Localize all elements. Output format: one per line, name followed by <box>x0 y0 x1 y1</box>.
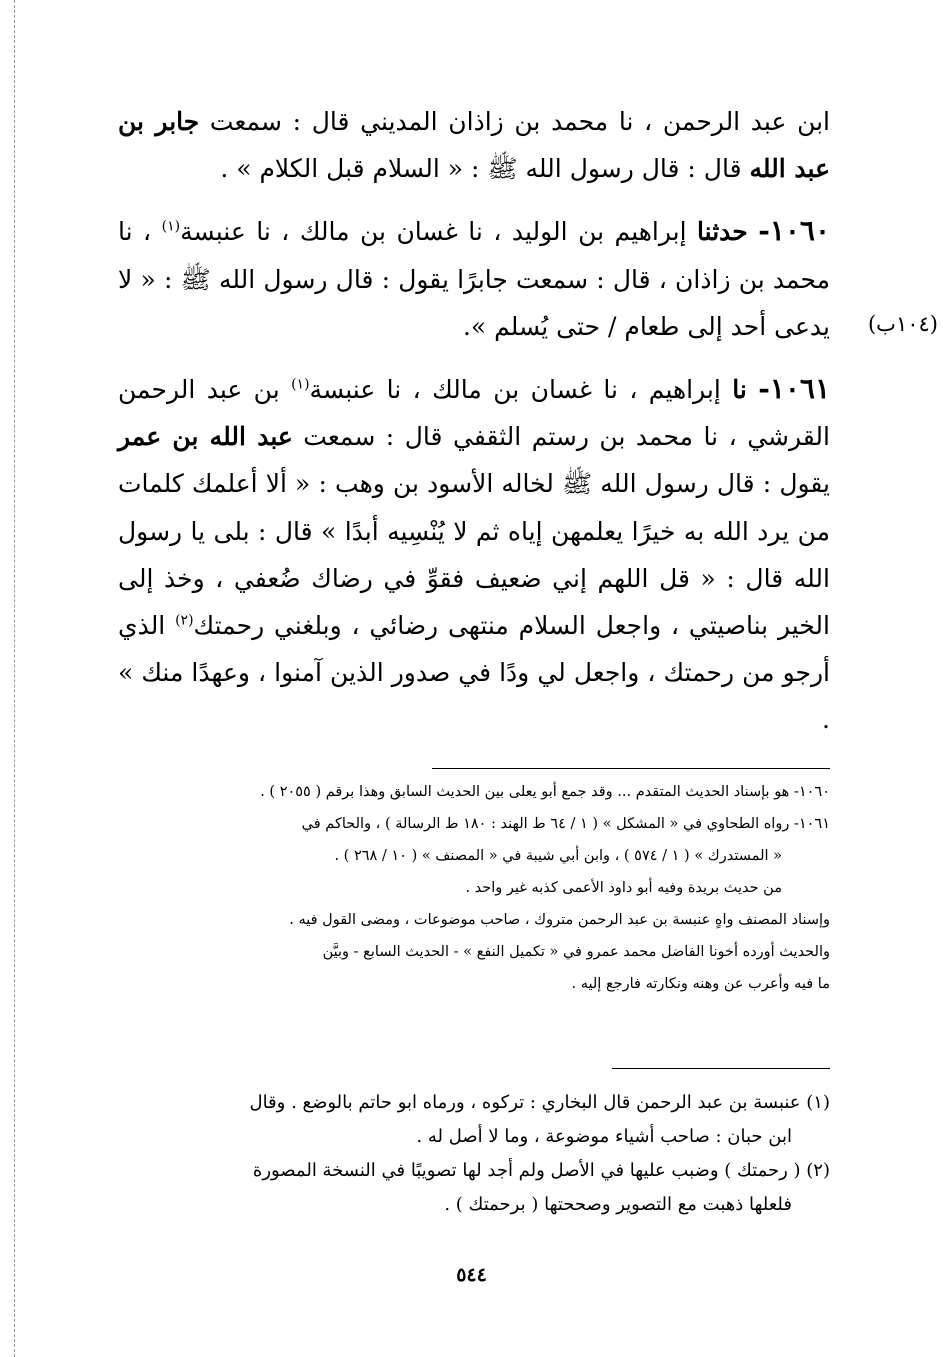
narration-verb: حدثنا <box>697 217 748 247</box>
bold-name: عبد الله بن عمر <box>118 422 293 452</box>
note-line: والحديث أورده أخونا الفاضل محمد عمرو في « تكميل النفع » - الحديث السابع - وبيَّن <box>322 944 830 960</box>
footnote-separator <box>612 1068 830 1069</box>
separator-line <box>432 768 830 769</box>
bold-name: جابر بن عبد الله <box>118 107 830 184</box>
footnote-ref[interactable]: (٢) <box>175 612 194 629</box>
note-line: وإسناد المصنف واهٍ عنبسة بن عبد الرحمن متروك ، صاحب موضوعات ، ومضى القول فيه . <box>289 912 830 928</box>
narration-verb: نا <box>732 375 747 405</box>
text-run: إبراهيم بن الوليد ، نا غسان بن مالك ، نا عنبسة <box>180 217 698 247</box>
footnotes <box>118 1086 830 1222</box>
text-run: إبراهيم ، نا غسان بن مالك ، نا عنبسة <box>309 375 733 405</box>
note-line: ١٠٦٠- هو بإسناد الحديث المتقدم ... وقد جمع أبو يعلى بين الحديث السابق وهذا برقم ( ٢٠٥٥ ) . <box>260 784 830 800</box>
footnote-1 <box>118 1086 830 1154</box>
text-run: ابن عبد الرحمن ، نا محمد بن زاذان المديني قال : سمعت <box>199 107 831 136</box>
footnote-ref[interactable]: (١) <box>291 376 310 393</box>
text-run: يقول : قال رسول الله ﷺ لخاله الأسود بن وهب : « ألا أعلمك كلمات من يرد الله به خيرًا يعلمهن إياه ثم لا يُنْسِيه أبدًا » قال : بلى يا رسول الله قال : « قل اللهم إني ضعيف فقوِّ في رضاك ضُعفي ، وخذ إلى الخير بناصيتي ، واجعل السلام منتهى رضائي ، وبلغني رحمتك <box>118 469 830 641</box>
note-line: « المستدرك » ( ١ / ٥٧٤ ) ، وابن أبي شيبة في « المصنف » ( ١٠ / ٢٦٨ ) . <box>334 848 782 864</box>
footnote-line: (١) عنبسة بن عبد الرحمن قال البخاري : تركوه ، ورماه ابو حاتم بالوضع . وقال <box>249 1092 830 1113</box>
gutter-line <box>14 0 15 1357</box>
text-run: الذي أرجو من رحمتك ، واجعل لي ودًا في صدور الذين آمنوا ، وعهدًا منك » . <box>118 611 830 735</box>
footnote-line: فلعلها ذهبت مع التصوير وصححتها ( برحمتك ) . <box>444 1194 792 1215</box>
text-run: ، نا محمد بن زاذان ، قال : سمعت جابرًا يقول : قال رسول الله ﷺ : « لا يدعى أحد إلى طعام / حتى يُسلم ». <box>118 217 830 341</box>
footnote-line: ابن حبان : صاحب أشياء موضوعة ، وما لا أصل له . <box>416 1126 792 1147</box>
footnote-line: (٢) ( رحمتك ) وضبب عليها في الأصل ولم أجد لها تصويبًا في النسخة المصورة <box>252 1160 830 1181</box>
hadith-number: ١٠٦١- <box>758 372 830 406</box>
page-number: ٥٤٤ <box>456 1264 487 1286</box>
paragraph-continuation <box>118 98 830 192</box>
note-line: من حديث بريدة وفيه أبو داود الأعمى كذبه غير واحد . <box>465 880 782 896</box>
manuscript-folio-note: (١٠٤ب) <box>867 312 938 336</box>
text-run: بن عبد الرحمن القرشي ، نا محمد بن رستم الثقفي قال : سمعت <box>118 375 830 452</box>
hadith-number: ١٠٦٠- <box>758 214 830 248</box>
footnote-ref[interactable]: (١) <box>161 219 181 236</box>
note-line: ما فيه وأعرب عن وهنه ونكارته فارجع إليه . <box>571 976 830 992</box>
hadith-1060 <box>118 207 830 350</box>
footnote-2 <box>118 1154 830 1222</box>
note-line: ١٠٦١- رواه الطحاوي في « المشكل » ( ١ / ٦٤ ط الهند : ١٨٠ ط الرسالة ) ، والحاكم في <box>301 816 830 832</box>
takhrij-notes <box>118 776 830 1000</box>
main-text <box>118 98 830 744</box>
hadith-1061 <box>118 365 830 744</box>
text-run: قال : قال رسول الله ﷺ : « السلام قبل الكلام » . <box>220 154 750 184</box>
